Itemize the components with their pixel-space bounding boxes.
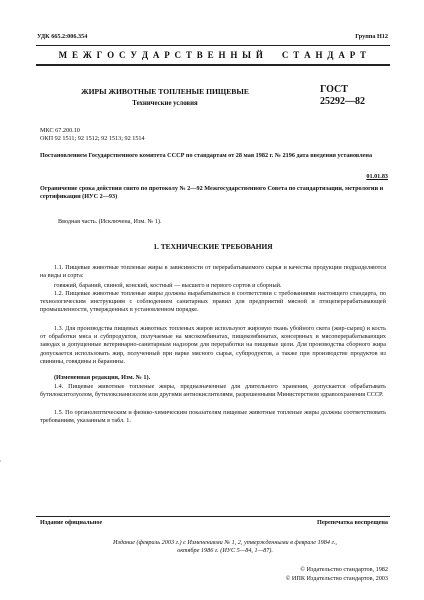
group-code: Группа Н12	[355, 33, 388, 40]
copyright-2003: © ИПК Издательство стандартов, 2003	[285, 575, 388, 582]
side-stamp	[0, 450, 1, 520]
standard-banner: М Е Ж Г О С У Д А Р С Т В Е Н Н Ы Й С Т А Н Д А Р Т	[58, 50, 368, 60]
paragraph-1-1: 1.1. Пищевые животные топленые жиры в зависимости от перерабатываемого сырья и качества продукции подразделяются на виды и сорта:	[40, 264, 386, 280]
okp-code: ОКП 92 1511; 92 1512; 92 1513; 92 1514	[40, 135, 145, 142]
edition-label: Издание официальное	[40, 519, 103, 526]
header-rule-top	[36, 45, 390, 46]
limit-removed-note: Ограничение срока действия снято по протоколу № 2—92 Межгосударственного Совета по стандартизации, метрологии и сертификации (ИУС 2—93)	[40, 185, 384, 201]
intro-note: Вводная часть. (Исключена, Изм. № 1).	[58, 218, 162, 225]
paragraph-1-2: 1.2. Пищевые животные топленые жиры должны вырабатываться в соответствии с требованиями настоящего стандарта, по технологическим инструкциям с соблюдением санитарных правил для предприятий мясной и птицеперерабатывающей промышленности, утвержденных в установленном порядке.	[40, 290, 386, 314]
mks-code: МКС 67.200.10	[40, 127, 80, 134]
gost-label: ГОСТ	[320, 84, 348, 95]
udk-code: УДК 665.2:006.354	[37, 33, 88, 40]
header-rule-bottom	[36, 64, 390, 66]
document-title: ЖИРЫ ЖИВОТНЫЕ ТОПЛЕНЫЕ ПИЩЕВЫЕ	[81, 87, 249, 96]
introduction-date: 01.01.83	[366, 173, 388, 180]
paragraph-1-1-list: говяжий, бараний, свиной, конский, костный — высшего и первого сортов и сборный.	[54, 282, 282, 289]
footer-rule	[36, 516, 390, 517]
decree-text: Постановлением Государственного комитета СССР по стандартам от 28 мая 1982 г. № 2196 дата введения установлена	[40, 152, 373, 159]
gost-number: 25292—82	[320, 96, 365, 107]
document-subtitle: Технические условия	[132, 100, 198, 107]
paragraph-1-3-change: (Измененная редакция, Изм. № 1).	[54, 374, 151, 381]
section-title: 1. ТЕХНИЧЕСКИЕ ТРЕБОВАНИЯ	[153, 242, 273, 251]
copyright-1982: © Издательство стандартов, 1982	[300, 566, 388, 573]
reprint-label: Перепечатка воспрещена	[317, 519, 388, 526]
paragraph-1-4: 1.4. Пищевые животные топленые жиры, предназначенные для длительного хранения, допускается обрабатывать бутилокситолуолом, бутилоксианизолом или другими антиокислителями, разрешенными Министерством здравоохранения СССР.	[40, 383, 386, 399]
paragraph-1-5: 1.5. По органолептическим и физико-химическим показателям пищевые животные топленые жиры должны соответствовать требованиям, указанным в табл. 1.	[40, 409, 386, 425]
paragraph-1-3: 1.3. Для производства пищевых животных топленых жиров используют жировую ткань убойного скота (жир-сырец) и кость от обработки мяса и субпродуктов, получаемые на мясокомбинатах, пищекомбинатах, консервных и мясоперерабатывающих заводах и допущенные ветеринарно-санитарным надзором для переработки на пищевые цели. Для производства сборного жира допускается использовать жир, полученный при варке мясного сырья, субпродуктов, а также при производстве продуктов из свинины, говядины и баранины.	[40, 325, 386, 365]
edition-info: Издание (февраль 2003 г.) с Изменениями № 1, 2, утвержденными в феврале 1984 г., октябре 1986 г. (ИУС 5—84, 1—87).	[113, 539, 337, 555]
